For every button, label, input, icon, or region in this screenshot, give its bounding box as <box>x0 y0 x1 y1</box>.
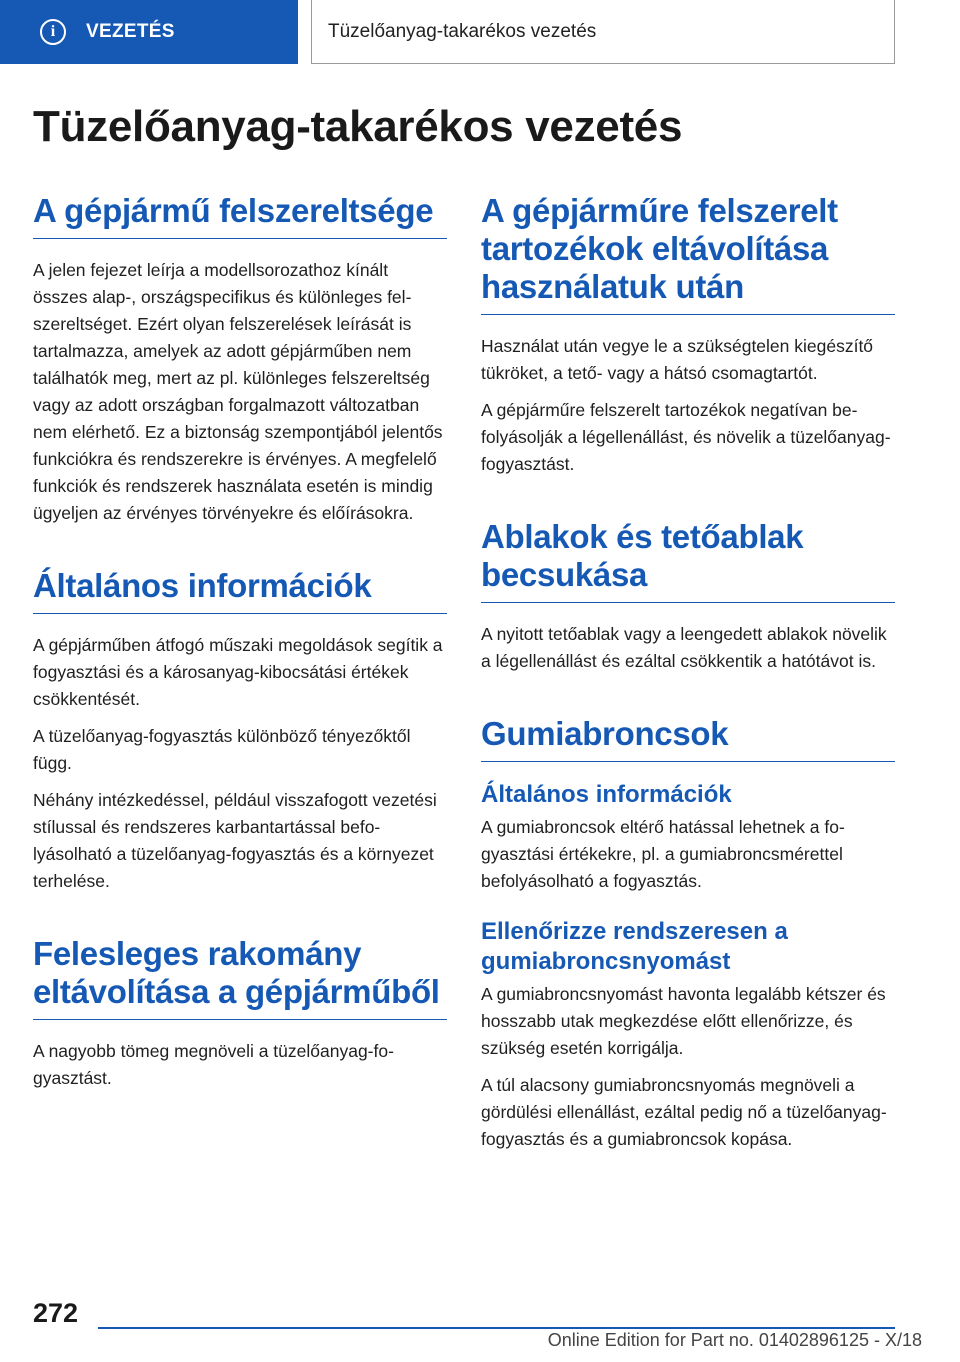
info-icon: i <box>40 19 66 45</box>
heading-general-info: Általános információk <box>33 567 447 614</box>
paragraph: A nyitott tetőablak vagy a leengedett ablakok növelik a légellenállást és ezáltal csökkentik a hatótávot is. <box>481 624 887 671</box>
page-title: Tüzelőanyag-takarékos vezetés <box>33 102 683 151</box>
footer-divider <box>98 1327 895 1329</box>
heading-equipment: A gépjármű felszereltsége <box>33 192 447 239</box>
header-title: Tüzelőanyag-takarékos vezetés <box>311 0 895 64</box>
heading-remove-accessories: A gépjárműre felszerelt tartozékok eltávolítása használatuk után <box>481 192 895 315</box>
paragraph: A túl alacsony gumiabroncsnyomás megnöveli a gördülési ellenállást, ezáltal pedig nő a tüzelőanyag-fogyasztás és a gumiabroncsok kopása. <box>481 1075 887 1149</box>
section-label: VEZETÉS <box>86 21 175 42</box>
heading-remove-cargo: Felesleges rakomány eltávolítása a gépjárműből <box>33 935 447 1020</box>
paragraph: A jelen fejezet leírja a modellsorozathoz kínált összes alap-, országspecifikus és különleges felszereltséget. Ezért olyan felszerelések leírását is tartalmazza, amelyek az adott gépjárműben nem találhatók meg, mert az pl. különleges felszereltség vagy az adott országban forgalmazott változatban nem elérhető. Ez a biztonság szempontjából jelentős funkciókra és rendszerekre is érvényes. A megfelelő funkciók és rendszerek használata esetén is mindig ügyeljen az érvényes törvényekre és előírásokra. <box>33 260 443 523</box>
heading-close-windows: Ablakok és tetőablak becsukása <box>481 518 895 603</box>
section-tab <box>0 0 298 64</box>
paragraph: A gumiabroncsok eltérő hatással lehetnek a fogyasztási értékekre, pl. a gumiabroncsmérettel befolyásolható a fogyasztás. <box>481 817 845 891</box>
heading-tires: Gumiabroncsok <box>481 715 895 762</box>
paragraph: Néhány intézkedéssel, például visszafogott vezetési stílussal és rendszeres karbantartással befolyásolható a tüzelőanyag-fogyasztás és a környezet terhelése. <box>33 790 437 891</box>
edition-footer: Online Edition for Part no. 01402896125 - X/18 <box>547 1330 922 1350</box>
paragraph: A tüzelőanyag-fogyasztás különböző tényezőktől függ. <box>33 726 411 773</box>
subheading-tire-pressure: Ellenőrizze rendszeresen a gumiabroncsnyomást <box>481 918 788 975</box>
paragraph: A gumiabroncsnyomást havonta legalább kétszer és hosszabb utak megkezdése előtt ellenőrizze, és szükség esetén korrigálja. <box>481 984 886 1058</box>
subheading-tires-general: Általános információk <box>481 781 732 808</box>
page-number: 272 <box>33 1298 79 1328</box>
paragraph: A nagyobb tömeg megnöveli a tüzelőanyag-fogyasztást. <box>33 1041 394 1088</box>
left-column <box>33 192 447 1102</box>
paragraph: A gépjárműre felszerelt tartozékok negatívan befolyásolják a légellenállást, és növelik a tüzelőanyag-fogyasztást. <box>481 400 891 474</box>
paragraph: Használat után vegye le a szükségtelen kiegészítő tükröket, a tető- vagy a hátsó csomagtartót. <box>481 336 874 383</box>
right-column <box>481 192 895 1163</box>
paragraph: A gépjárműben átfogó műszaki megoldások segítik a fogyasztási és a károsanyag-kibocsátási értékek csökkentését. <box>33 635 443 709</box>
